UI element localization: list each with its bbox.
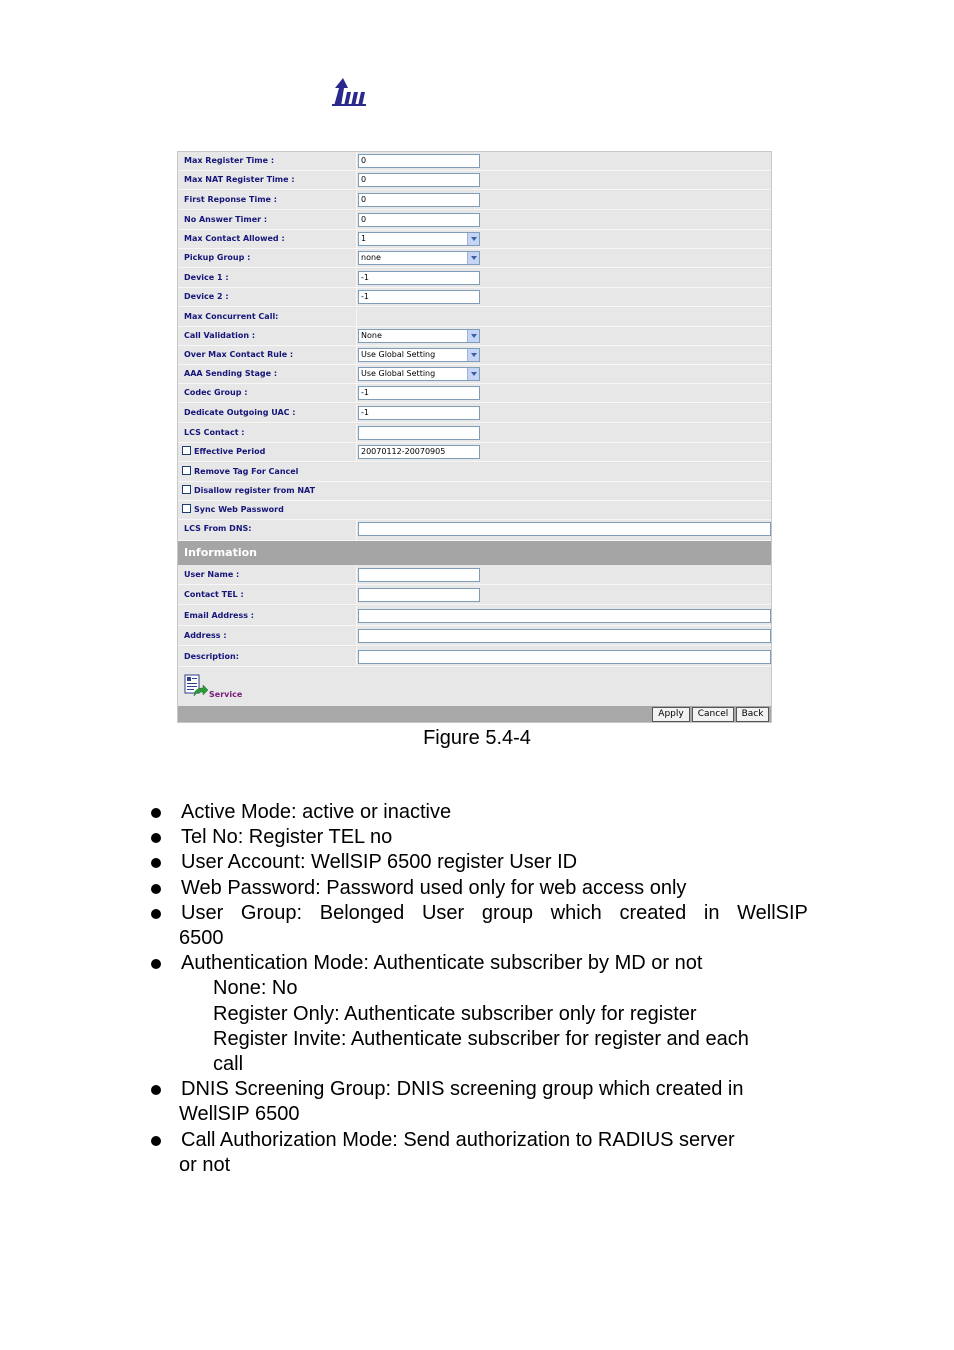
list-item (148, 876, 808, 901)
dedicate-outgoing-uac-input[interactable]: -1 (358, 406, 480, 420)
auth-mode-register-only: Register Only: Authenticate subscriber only for register (213, 1002, 697, 1025)
chevron-down-icon[interactable] (467, 368, 479, 380)
row-disallow-register-from-nat (178, 482, 771, 501)
address-input[interactable] (358, 629, 771, 643)
disallow-register-from-nat-checkbox[interactable] (182, 485, 191, 494)
list-item (148, 850, 808, 875)
bullet-dnis-screening-group: DNIS Screening Group: DNIS screening group which created in (181, 1078, 744, 1101)
bullet-tel-no: Tel No: Register TEL no (181, 826, 393, 849)
row-pickup-group (178, 249, 771, 268)
email-address-input[interactable] (358, 609, 771, 623)
aaa-sending-stage-value: Use Global Setting (361, 369, 436, 378)
label-codec-group: Codec Group : (184, 388, 248, 397)
label-device-1: Device 1 : (184, 273, 229, 282)
list-item (148, 1128, 808, 1178)
disallow-register-from-nat-checkbox-label[interactable] (178, 482, 478, 500)
sync-web-password-checkbox[interactable] (182, 504, 191, 513)
effective-period-input[interactable]: 20070112-20070905 (358, 445, 480, 459)
bullet-user-account: User Account: WellSIP 6500 register User ID (181, 851, 578, 874)
label-remove-tag-for-cancel: Remove Tag For Cancel (194, 467, 299, 476)
bullet-dnis-screening-group-cont: WellSIP 6500 (179, 1103, 300, 1126)
pickup-group-value: none (361, 253, 381, 262)
lcs-from-dns-input[interactable] (358, 522, 771, 536)
device-1-input[interactable]: -1 (358, 271, 480, 285)
chevron-down-icon[interactable] (467, 330, 479, 342)
remove-tag-for-cancel-checkbox-label[interactable] (178, 463, 478, 481)
contact-tel-input[interactable] (358, 588, 480, 602)
label-contact-tel: Contact TEL : (184, 590, 244, 599)
device-2-input[interactable]: -1 (358, 290, 480, 304)
list-item (148, 800, 808, 825)
row-remove-tag-for-cancel (178, 463, 771, 482)
label-aaa-sending-stage: AAA Sending Stage : (184, 369, 278, 378)
label-first-response-time: First Reponse Time : (184, 195, 277, 204)
label-no-answer-timer: No Answer Timer : (184, 215, 268, 224)
back-button[interactable]: Back (736, 707, 769, 722)
label-max-nat-register-time: Max NAT Register Time : (184, 175, 295, 184)
label-disallow-register-from-nat: Disallow register from NAT (194, 486, 316, 495)
label-user-name: User Name : (184, 570, 240, 579)
call-validation-value: None (361, 331, 382, 340)
max-register-time-input[interactable]: 0 (358, 154, 480, 168)
row-effective-period (178, 443, 771, 462)
label-over-max-contact-rule: Over Max Contact Rule : (184, 350, 294, 359)
bullet-user-group: User Group: Belonged User group which created in WellSIP (181, 901, 808, 924)
over-max-contact-rule-value: Use Global Setting (361, 350, 436, 359)
chevron-down-icon[interactable] (467, 233, 479, 245)
service-link[interactable] (178, 668, 771, 706)
user-name-input[interactable] (358, 568, 480, 582)
row-over-max-contact-rule (178, 346, 771, 365)
call-validation-select[interactable] (358, 329, 480, 343)
label-sync-web-password: Sync Web Password (194, 505, 284, 514)
effective-period-checkbox[interactable] (182, 446, 191, 455)
label-dedicate-outgoing-uac: Dedicate Outgoing UAC : (184, 408, 296, 417)
codec-group-input[interactable]: -1 (358, 386, 480, 400)
bullet-active-mode: Active Mode: active or inactive (181, 801, 452, 823)
figure-caption: Figure 5.4-4 (423, 727, 531, 749)
row-address (178, 626, 771, 646)
label-pickup-group: Pickup Group : (184, 253, 251, 262)
label-lcs-from-dns: LCS From DNS: (184, 524, 252, 533)
first-response-time-input[interactable]: 0 (358, 193, 480, 207)
description-input[interactable] (358, 650, 771, 664)
row-device-1 (178, 269, 771, 288)
cancel-button[interactable]: Cancel (692, 707, 734, 722)
lcs-contact-input[interactable] (358, 426, 480, 440)
chevron-down-icon[interactable] (467, 252, 479, 264)
sync-web-password-checkbox-label[interactable] (178, 501, 478, 519)
no-answer-timer-input[interactable]: 0 (358, 213, 480, 227)
bullet-authentication-mode: Authentication Mode: Authenticate subscriber by MD or not (181, 952, 703, 975)
row-lcs-contact (178, 424, 771, 443)
max-contact-allowed-value: 1 (361, 234, 367, 243)
row-max-register-time (178, 152, 771, 171)
auth-mode-register-invite: Register Invite: Authenticate subscriber for register and each call (213, 1027, 749, 1076)
row-lcs-from-dns (178, 520, 771, 541)
row-max-concurrent-call (178, 308, 771, 327)
row-email-address (178, 606, 771, 626)
list-item (148, 951, 808, 1077)
bullet-web-password: Web Password: Password used only for web access only (181, 876, 687, 899)
row-user-name (178, 565, 771, 585)
label-effective-period: Effective Period (194, 447, 266, 456)
label-device-2: Device 2 : (184, 292, 229, 301)
button-bar (178, 706, 771, 723)
row-max-contact-allowed (178, 230, 771, 249)
service-label: Service (209, 690, 243, 699)
aaa-sending-stage-select[interactable] (358, 367, 480, 381)
row-description (178, 647, 771, 667)
row-no-answer-timer (178, 211, 771, 230)
pickup-group-select[interactable] (358, 251, 480, 265)
label-max-register-time: Max Register Time : (184, 156, 275, 165)
row-codec-group (178, 384, 771, 403)
label-max-concurrent-call: Max Concurrent Call: (184, 312, 279, 321)
bullet-call-authorization-mode: Call Authorization Mode: Send authorization to RADIUS server (181, 1128, 735, 1151)
auth-mode-none: None: No (213, 977, 298, 1000)
bullet-user-group-cont: 6500 (179, 927, 224, 950)
label-address: Address : (184, 631, 227, 640)
remove-tag-for-cancel-checkbox[interactable] (182, 466, 191, 475)
max-nat-register-time-input[interactable]: 0 (358, 173, 480, 187)
list-item (148, 825, 808, 850)
label-call-validation: Call Validation : (184, 331, 256, 340)
max-contact-allowed-select[interactable] (358, 232, 480, 246)
effective-period-checkbox-label[interactable] (178, 443, 356, 461)
information-section-header: Information (178, 541, 771, 565)
label-lcs-contact: LCS Contact : (184, 428, 245, 437)
over-max-contact-rule-select[interactable] (358, 348, 480, 362)
apply-button[interactable]: Apply (652, 707, 690, 722)
list-item (148, 1077, 808, 1127)
row-contact-tel (178, 585, 771, 605)
row-max-nat-register-time (178, 171, 771, 190)
label-max-contact-allowed: Max Contact Allowed : (184, 234, 285, 243)
chevron-down-icon[interactable] (467, 349, 479, 361)
user-settings-form (177, 151, 772, 723)
list-item (148, 901, 808, 951)
row-first-response-time (178, 191, 771, 210)
row-aaa-sending-stage (178, 365, 771, 384)
service-document-arrow-icon (184, 674, 208, 698)
field-description-list (148, 800, 808, 1178)
row-sync-web-password (178, 501, 771, 520)
label-email-address: Email Address : (184, 611, 254, 620)
row-device-2 (178, 288, 771, 307)
row-dedicate-outgoing-uac (178, 404, 771, 423)
company-logo-icon (330, 78, 370, 108)
bullet-call-authorization-mode-cont: or not (179, 1153, 231, 1176)
label-description: Description: (184, 652, 239, 661)
row-call-validation (178, 327, 771, 346)
